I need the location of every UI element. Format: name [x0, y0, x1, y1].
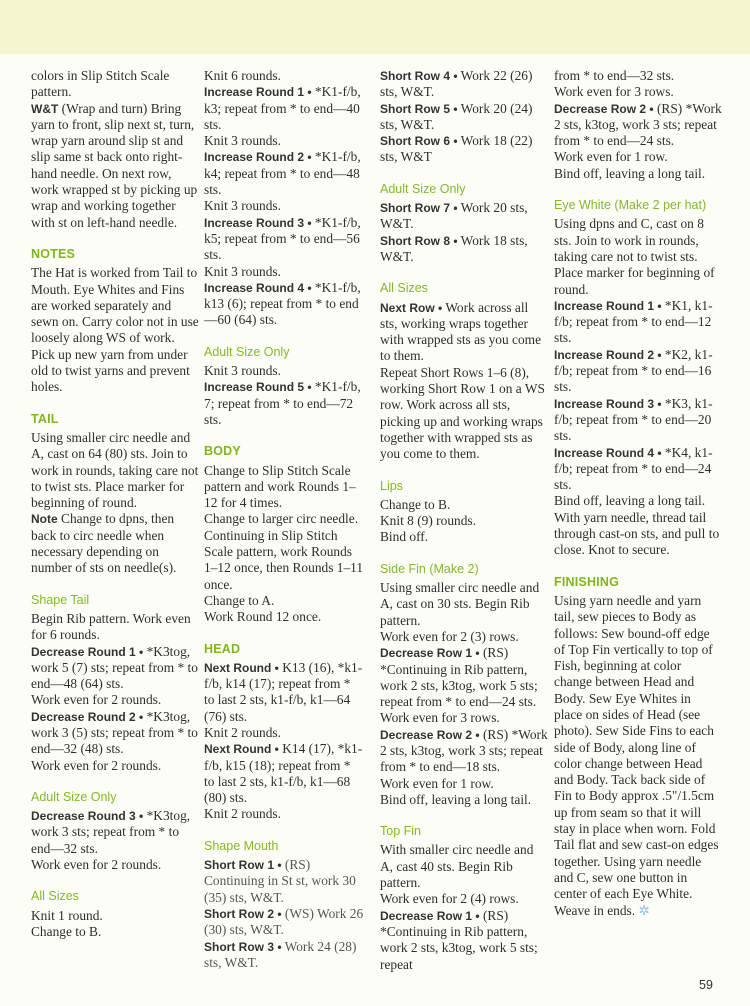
column-1 [31, 68, 199, 940]
term: Decrease Round 3 • [31, 809, 144, 824]
instruction: Change to B. [380, 496, 451, 512]
instruction: Change to Slip Stitch Scale pattern and work Rounds 1–12 for 4 times. [204, 462, 356, 511]
instruction-text: Work 18 (22) sts, W&T [380, 133, 533, 165]
tail-text: Using smaller circ needle and A, cast on 64 (80) sts. Join to work in rounds, taking care not to twist sts. Place marker for beginning of round. [31, 429, 199, 511]
instruction-text: Work 22 (26) sts, W&T. [380, 68, 533, 100]
term: Short Row 7 • [380, 201, 458, 216]
instruction: Bind off, leaving a long tail. [554, 165, 706, 181]
instruction-text: (RS) *Work 2 sts, k3tog, work 3 sts; repeat from * to end—24 sts. [554, 100, 722, 149]
instruction-text: *K3tog, work 3 (5) sts; repeat from * to end—32 (48) sts. [31, 708, 198, 757]
instruction: Knit 3 rounds. [204, 198, 281, 214]
instruction-text: (WS) Work 26 (30) sts, W&T. [204, 905, 364, 938]
notes-heading: NOTES [31, 246, 76, 261]
instruction [204, 84, 364, 133]
note-body: Change to dpns, then back to circ needle when necessary depending on number of sts on needle(s). [31, 511, 177, 576]
instruction: Work even for 3 rows. [380, 710, 500, 726]
column-4 [554, 68, 722, 919]
all-sizes-heading: All Sizes [31, 889, 79, 904]
instruction [204, 857, 364, 906]
instruction: from * to end—32 sts. [554, 68, 675, 83]
instruction: Bind off. [380, 529, 429, 545]
instruction [31, 644, 199, 693]
term: Decrease Row 2 • [554, 101, 654, 116]
head-heading: HEAD [204, 641, 241, 656]
instruction-text: *K3tog, work 5 (7) sts; repeat from * to end—48 (64) sts. [31, 643, 198, 692]
term: Next Round • [204, 742, 279, 757]
instruction [204, 149, 364, 198]
instruction-text: Work 24 (28) sts, W&T. [204, 938, 357, 970]
page-number: 59 [699, 978, 713, 992]
instruction: Work even for 2 rounds. [31, 692, 162, 708]
instruction: Change to A. [204, 592, 275, 608]
instruction: Knit 3 rounds. [204, 363, 281, 379]
instruction-text: Work 20 (24) sts, W&T. [380, 100, 533, 132]
instruction-text: *K1, k1-f/b; repeat from * to end—12 sts. [554, 297, 713, 346]
instruction: Work even for 2 (4) rows. [380, 891, 519, 907]
instruction [204, 741, 364, 806]
term: Increase Round 5 • [204, 380, 312, 395]
note-text [31, 511, 199, 576]
instruction: Work even for 1 row. [554, 149, 668, 165]
side-fin-heading: Side Fin (Make 2) [380, 561, 479, 576]
lips-heading: Lips [380, 478, 403, 493]
instruction: Using dpns and C, cast on 8 sts. Join to work in rounds, taking care not to twist sts. Place marker for beginning of round. [554, 216, 715, 297]
instruction [204, 215, 364, 264]
instruction: Work even for 2 (3) rows. [380, 628, 519, 644]
end-mark-icon: ✲ [638, 902, 650, 918]
instruction [380, 101, 548, 134]
instruction-text: Work across all sts, working wraps together with wrapped sts as you come to them. [380, 299, 542, 364]
instruction-text: *K1-f/b, k3; repeat from * to end—40 sts. [204, 84, 361, 132]
term: Short Row 5 • [380, 101, 458, 116]
term: Next Row • [380, 300, 443, 315]
instruction: Knit 8 (9) rounds. [380, 513, 476, 529]
instruction-text: *K1-f/b, k4; repeat from * to end—48 sts. [204, 149, 361, 198]
paragraph: colors in Slip Stitch Scale pattern. [31, 68, 170, 100]
term: Short Row 6 • [380, 134, 458, 149]
term: Increase Round 3 • [554, 396, 662, 411]
instruction: Work even for 3 rows. [554, 84, 674, 100]
instruction: Work Round 12 once. [204, 609, 322, 625]
instruction: Begin Rib pattern. Work even for 6 rounds. [31, 610, 191, 643]
shape-tail-heading: Shape Tail [31, 592, 90, 607]
instruction [554, 101, 722, 150]
instruction-text: *K1-f/b, 7; repeat from * to end—72 sts. [204, 379, 361, 427]
finishing-body: Using yarn needle and yarn tail, sew pieces to Body as follows: Sew bound-off edge of Top Fin vertically to top of Fish, beginning at color change between Head and Body. Sew Eye Whites in place on sides of Head (see photo). Sew Side Fins to each side of Body, along line of color change between Head and Body. Tack back side of Fin to Body approx .5"/1.5cm up from seam so that it will stay in place when worn. Fold Tail flat and sew cast-on edges together. Using yarn needle and C, sew one button in center of each Eye White. Weave in ends. [554, 592, 719, 918]
instruction [204, 939, 364, 972]
term: Short Row 2 • [204, 906, 282, 921]
adult-size-heading: Adult Size Only [31, 789, 117, 804]
instruction-text: (RS) Continuing in St st, work 30 (35) sts, W&T. [204, 857, 356, 905]
instruction [380, 908, 548, 973]
term: Increase Round 1 • [554, 298, 662, 313]
instruction [380, 645, 548, 710]
shape-mouth-heading: Shape Mouth [204, 838, 279, 853]
instruction: Work even for 2 rounds. [31, 857, 162, 873]
instruction [554, 396, 722, 445]
instruction-text: (RS) *Work 2 sts, k3tog, work 3 sts; repeat from * to end—18 sts. [380, 726, 548, 775]
instruction: Using smaller circ needle and A, cast on 30 sts. Begin Rib pattern. [380, 580, 540, 628]
instruction [380, 200, 548, 233]
wt-definition [31, 101, 199, 231]
instruction [380, 68, 548, 101]
instruction [380, 133, 548, 166]
definition-text: (Wrap and turn) Bring yarn to front, slip next st, turn, wrap yarn around slip st and slip same st back onto right-hand needle. On next row, work wrapped st by picking up wrap and working together with st on left-hand needle. [31, 100, 198, 230]
term: Short Row 1 • [204, 858, 282, 873]
instruction: Repeat Short Rows 1–6 (8), working Short Row 1 on a WS row. Work across all sts, picking up and working wraps together with wrapped sts as you come to them. [380, 364, 545, 462]
instruction-text: *K4, k1-f/b; repeat from * to end—24 sts. [554, 444, 713, 493]
instruction: Bind off, leaving a long tail. With yarn needle, thread tail through cast-on sts, and pull to close. Knot to secure. [554, 493, 720, 558]
instruction-text: *K1-f/b, k13 (6); repeat from * to end—60 (64) sts. [204, 279, 361, 328]
instruction: Change to larger circ needle. Continuing in Slip Stitch Scale pattern, work Rounds 1–12 once, then Rounds 1–11 once. [204, 511, 364, 592]
instruction: Work even for 1 row. [380, 775, 494, 791]
term: Decrease Round 2 • [31, 709, 144, 724]
instruction: Knit 2 rounds. [204, 724, 281, 740]
term: Increase Round 2 • [554, 347, 662, 362]
instruction-text: *K2, k1-f/b; repeat from * to end—16 sts. [554, 346, 713, 395]
term: Note [31, 512, 58, 527]
instruction: Bind off, leaving a long tail. [380, 791, 532, 807]
adult-size-heading: Adult Size Only [204, 344, 290, 359]
instruction: Work even for 2 rounds. [31, 757, 162, 773]
instruction [380, 233, 548, 266]
instruction: Knit 1 round. [31, 907, 103, 923]
instruction-text: *K1-f/b, k5; repeat from * to end—56 sts. [204, 214, 361, 263]
instruction [554, 347, 722, 396]
term: Increase Round 4 • [204, 280, 312, 295]
instruction: Change to B. [31, 923, 102, 939]
instruction [380, 300, 548, 365]
all-sizes-heading: All Sizes [380, 281, 428, 296]
instruction-text: *K3tog, work 3 sts; repeat from * to end—32 sts. [31, 808, 191, 856]
instruction-text: Work 18 sts, W&T. [380, 232, 528, 264]
instruction [554, 445, 722, 494]
instruction [204, 379, 364, 428]
term: Short Row 3 • [204, 939, 282, 954]
instruction-text: (RS) *Continuing in Rib pattern, work 2 sts, k3tog, work 5 sts; repeat [380, 907, 538, 972]
instruction: Knit 3 rounds. [204, 133, 281, 149]
term: Increase Round 4 • [554, 445, 662, 460]
finishing-heading: FINISHING [554, 574, 619, 589]
term: Next Round • [204, 660, 279, 675]
instruction: Knit 2 rounds. [204, 806, 281, 822]
top-fin-heading: Top Fin [380, 824, 421, 839]
body-heading: BODY [204, 444, 241, 459]
instruction-text: (RS) *Continuing in Rib pattern, work 2 sts, k3tog, work 5 sts; repeat from * to end—24 sts. [380, 645, 538, 710]
instruction [380, 727, 548, 776]
instruction [31, 709, 199, 758]
instruction-text: *K3, k1-f/b; repeat from * to end—20 sts. [554, 395, 713, 444]
instruction: Knit 6 rounds. [204, 68, 281, 83]
term: Decrease Round 1 • [31, 644, 144, 659]
top-banner [0, 0, 750, 54]
adult-size-heading: Adult Size Only [380, 181, 466, 196]
term: Increase Round 1 • [204, 85, 312, 100]
tail-heading: TAIL [31, 411, 59, 426]
term: Increase Round 2 • [204, 150, 312, 165]
eye-white-heading: Eye White (Make 2 per hat) [554, 198, 707, 213]
term: Decrease Row 2 • [380, 727, 480, 742]
instruction [31, 808, 199, 857]
term: W&T [31, 101, 59, 116]
term: Decrease Row 1 • [380, 908, 480, 923]
instruction-text: K13 (16), *k1-f/b, k14 (17); repeat from * to last 2 sts, k1-f/b, k1—64 (76) sts. [204, 659, 363, 724]
column-2 [204, 68, 364, 971]
instruction-text: K14 (17), *k1-f/b, k15 (18); repeat from * to last 2 sts, k1-f/b, k1—68 (80) sts. [204, 741, 363, 806]
instruction [204, 280, 364, 329]
instruction [204, 906, 364, 939]
instruction: With smaller circ needle and A, cast 40 sts. Begin Rib pattern. [380, 842, 534, 891]
instruction: Knit 3 rounds. [204, 263, 281, 279]
instruction-text: Work 20 sts, W&T. [380, 200, 528, 232]
term: Decrease Row 1 • [380, 646, 480, 661]
column-3 [380, 68, 548, 973]
term: Short Row 4 • [380, 69, 458, 83]
term: Short Row 8 • [380, 233, 458, 248]
instruction [204, 660, 364, 725]
notes-text: The Hat is worked from Tail to Mouth. Eye Whites and Fins are worked separately and sewn on. Carry color not in use loosely along WS of work. Pick up new yarn from under old to twist yarns and prevent holes. [31, 265, 199, 395]
instruction [554, 298, 722, 347]
finishing-text [554, 593, 722, 919]
term: Increase Round 3 • [204, 215, 312, 230]
